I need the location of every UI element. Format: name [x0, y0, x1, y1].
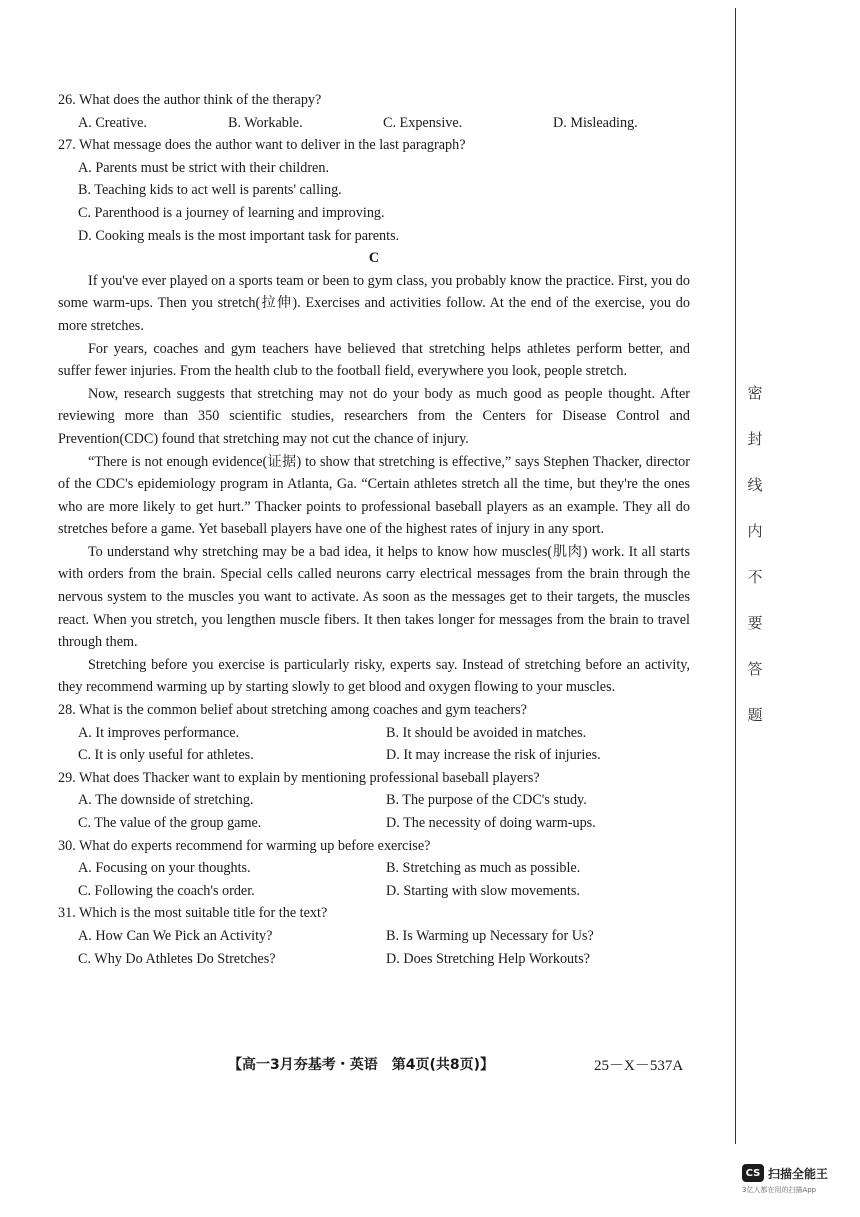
question-31	[58, 902, 690, 970]
option-a: A. Creative.	[78, 114, 147, 131]
option-a: A. The downside of stretching.	[78, 792, 254, 809]
option-c: C. Parenthood is a journey of learning and improving.	[78, 204, 385, 221]
option-b: B. Stretching as much as possible.	[386, 860, 581, 877]
option-grid	[58, 857, 690, 902]
option-c: C. Why Do Athletes Do Stretches?	[78, 950, 276, 967]
option-d: D. The necessity of doing warm-ups.	[386, 815, 596, 831]
question-28	[58, 699, 690, 767]
passage	[58, 270, 690, 699]
binding-notice	[740, 382, 770, 750]
passage-paragraph: For years, coaches and gym teachers have believed that stretching helps athletes perform better, and suffer fewer injuries. From the health club to the football field, everywhere you look, people stretch.	[58, 340, 690, 380]
question-stem: 30. What do experts recommend for warming up before exercise?	[58, 837, 431, 854]
option-b: B. Teaching kids to act well is parents' calling.	[78, 182, 342, 199]
option-c: C. Expensive.	[383, 114, 463, 131]
question-stem: 29. What does Thacker want to explain by mentioning professional baseball players?	[58, 769, 540, 786]
option-c: C. Following the coach's order.	[78, 882, 255, 899]
binding-char: 题	[747, 706, 763, 724]
binding-char: 不	[747, 568, 763, 586]
option-grid	[58, 925, 690, 970]
option-b: B. The purpose of the CDC's study.	[386, 792, 587, 809]
footer-title: 【高一3月夯基考・英语 第4页(共8页)】	[228, 1057, 495, 1073]
scanner-logo-icon: CS	[742, 1164, 764, 1182]
option-a: A. Parents must be strict with their children.	[78, 159, 329, 176]
option-d: D. Misleading.	[553, 114, 638, 131]
binding-char: 要	[747, 614, 763, 632]
passage-paragraph: If you've ever played on a sports team or been to gym class, you probably know the practice. First, you do some warm-ups. Then you stretch(拉伸). Exercises and activities follow. At the end of the exercise, you do more stretches.	[58, 272, 690, 334]
passage-paragraph: To understand why stretching may be a bad idea, it helps to know how muscles(肌肉) work. It all starts with orders from the brain. Special cells called neurons carry electrical messages from the brain through the nervous system to the muscles you want to activate. As soon as the messages get to their targets, the muscles react. When you stretch, you lengthen muscle fibers. It then takes longer for messages from the brain to travel through them.	[58, 543, 690, 651]
option-d: D. Does Stretching Help Workouts?	[386, 950, 590, 967]
option-b: B. It should be avoided in matches.	[386, 724, 587, 741]
option-a: A. How Can We Pick an Activity?	[78, 927, 273, 944]
passage-paragraph: “There is not enough evidence(证据) to show that stretching is effective,” says Stephen Thacker, director of the CDC's epidemiology program in Atlanta, Ga. “Certain athletes stretch all the time, but they're the ones who are more likely to get hurt.” Thacker points to professional baseball players as an example. They all do stretches before a game. Yet baseball players have one of the highest rates of injury in any sport.	[58, 453, 690, 538]
option-c: C. It is only useful for athletes.	[78, 747, 254, 764]
option-grid	[58, 722, 690, 767]
option-d: D. Starting with slow movements.	[386, 882, 580, 899]
binding-char: 内	[747, 522, 763, 540]
passage-paragraph: Stretching before you exercise is particularly risky, experts say. Instead of stretching before an activity, they recommend warming up by starting slowly to get blood and oxygen flowing to your muscles.	[58, 656, 690, 696]
binding-line	[735, 8, 736, 1144]
option-row	[58, 112, 690, 135]
question-stem: 26. What does the author think of the therapy?	[58, 92, 322, 108]
question-26	[58, 89, 690, 134]
section-label: C	[368, 250, 380, 267]
option-a: A. Focusing on your thoughts.	[78, 860, 251, 877]
question-stem: 27. What message does the author want to deliver in the last paragraph?	[58, 137, 466, 154]
option-d: D. It may increase the risk of injuries.	[386, 747, 601, 764]
question-29	[58, 767, 690, 835]
binding-char: 封	[747, 430, 763, 448]
option-d: D. Cooking meals is the most important task for parents.	[78, 227, 400, 244]
question-30	[58, 835, 690, 903]
binding-char: 密	[747, 384, 763, 402]
option-b: B. Workable.	[228, 114, 303, 131]
footer-code: 25－X－537A	[594, 1058, 684, 1074]
passage-paragraph: Now, research suggests that stretching may not do your body as much good as people thought. After reviewing more than 350 scientific studies, researchers from the Centers for Disease Control and Prevention(CDC) found that stretching may not cut the chance of injury.	[58, 385, 690, 447]
option-grid	[58, 789, 690, 834]
binding-char: 答	[747, 660, 763, 678]
watermark-row	[742, 1164, 852, 1182]
option-b: B. Is Warming up Necessary for Us?	[386, 927, 594, 944]
scanner-watermark	[742, 1164, 852, 1195]
question-stem: 31. Which is the most suitable title for the text?	[58, 905, 328, 922]
option-a: A. It improves performance.	[78, 724, 240, 741]
page-content	[58, 89, 690, 970]
question-27	[58, 134, 690, 247]
binding-char: 线	[747, 476, 763, 494]
question-stem: 28. What is the common belief about stretching among coaches and gym teachers?	[58, 702, 527, 719]
option-c: C. The value of the group game.	[78, 815, 262, 831]
watermark-name: 扫描全能王	[768, 1166, 829, 1181]
watermark-tagline: 3亿人都在用的扫描App	[742, 1186, 817, 1194]
